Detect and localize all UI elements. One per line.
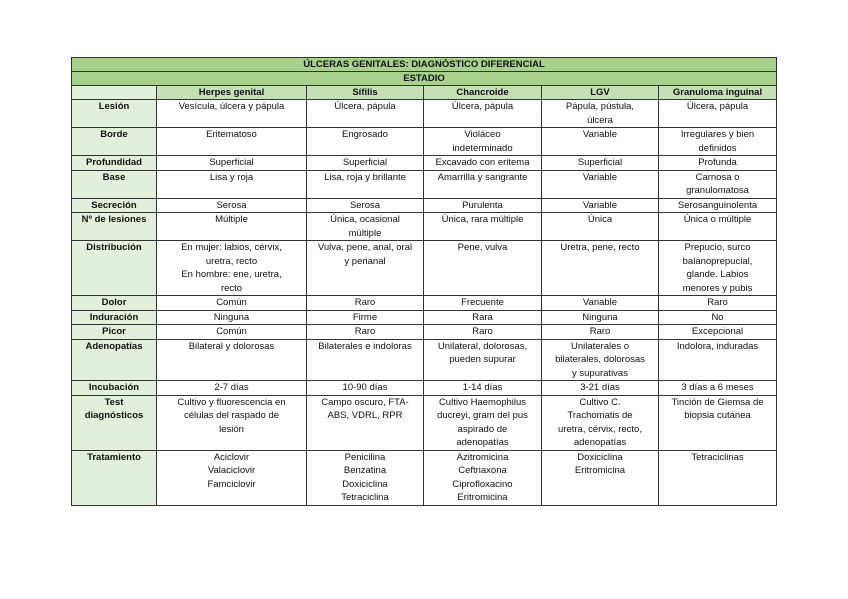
table-cell: Firme — [307, 310, 424, 325]
table-cell: Común — [157, 296, 307, 311]
row-header: Profundidad — [72, 156, 157, 171]
row-header: Lesión — [72, 100, 157, 128]
table-cell: Cultivo C. Trachomatis de uretra, cérvix, recto, adenopatías — [542, 395, 659, 450]
table-cell: Eritematoso — [157, 128, 307, 156]
table-row — [72, 310, 777, 325]
table-cell: Amarrilla y sangrante — [424, 170, 542, 198]
table-cell: Lisa y roja — [157, 170, 307, 198]
row-header: Adenopatías — [72, 339, 157, 381]
table-cell: Única, ocasional múltiple — [307, 213, 424, 241]
table-row — [72, 100, 777, 128]
table-row — [72, 156, 777, 171]
row-header: Tratamiento — [72, 450, 157, 505]
table-row — [72, 395, 777, 450]
row-header: Test diagnósticos — [72, 395, 157, 450]
column-header: LGV — [542, 86, 659, 100]
table-cell: Engrosado — [307, 128, 424, 156]
table-cell: Superficial — [307, 156, 424, 171]
table-cell: Campo oscuro, FTA- ABS, VDRL, RPR — [307, 395, 424, 450]
table-cell: Raro — [659, 296, 777, 311]
table-cell: Tinción de Giemsa de biopsia cutánea — [659, 395, 777, 450]
table-cell: 10-90 días — [307, 381, 424, 396]
table-cell: Azitromicina Ceftriaxona Ciprofloxacino Eritromicina — [424, 450, 542, 505]
table-cell: 3 días a 6 meses — [659, 381, 777, 396]
table-subtitle: ESTADIO — [72, 72, 777, 86]
table-cell: Múltiple — [157, 213, 307, 241]
table-cell: Frecuente — [424, 296, 542, 311]
table-cell: Única — [542, 213, 659, 241]
table-cell: Raro — [424, 325, 542, 340]
table-cell: Común — [157, 325, 307, 340]
table-cell: Vesícula, úlcera y pápula — [157, 100, 307, 128]
column-header: Chancroide — [424, 86, 542, 100]
table-cell: Unilateral, dolorosas, pueden supurar — [424, 339, 542, 381]
row-header: Secreción — [72, 198, 157, 213]
table-cell: Variable — [542, 296, 659, 311]
table-cell: Unilaterales o bilaterales, dolorosas y supurativas — [542, 339, 659, 381]
table-cell: Pene, vulva — [424, 241, 542, 296]
table-row — [72, 241, 777, 296]
table-cell: Lisa, roja y brillante — [307, 170, 424, 198]
table-cell: Violáceo indeterminado — [424, 128, 542, 156]
table-cell: Raro — [307, 296, 424, 311]
row-header: Induración — [72, 310, 157, 325]
table-cell: Variable — [542, 198, 659, 213]
table-cell: Bilaterales e indoloras — [307, 339, 424, 381]
diagnosis-table — [71, 57, 777, 506]
row-header: Dolor — [72, 296, 157, 311]
table-cell: Excepcional — [659, 325, 777, 340]
row-header: Incubación — [72, 381, 157, 396]
table-cell: No — [659, 310, 777, 325]
table-cell: Única, rara múltiple — [424, 213, 542, 241]
table-cell: Purulenta — [424, 198, 542, 213]
table-row — [72, 450, 777, 505]
table-title: ÚLCERAS GENITALES: DIAGNÓSTICO DIFERENCIAL — [72, 58, 777, 72]
table-cell: Serosa — [157, 198, 307, 213]
table-cell: Aciclovir Valaciclovir Famciclovir — [157, 450, 307, 505]
table-row — [72, 213, 777, 241]
table-row — [72, 339, 777, 381]
corner-cell — [72, 86, 157, 100]
column-header-row — [72, 86, 777, 100]
table-cell: Indolora, induradas — [659, 339, 777, 381]
table-cell: Variable — [542, 170, 659, 198]
table-cell: Úlcera, pápula — [307, 100, 424, 128]
table-cell: Úlcera, pápula — [424, 100, 542, 128]
table-cell: 1-14 días — [424, 381, 542, 396]
table-cell: Excavado con eritema — [424, 156, 542, 171]
table-cell: Uretra, pene, recto — [542, 241, 659, 296]
table-row — [72, 325, 777, 340]
column-header: Herpes genital — [157, 86, 307, 100]
row-header: Nº de lesiones — [72, 213, 157, 241]
table-cell: Ninguna — [157, 310, 307, 325]
column-header: Granuloma inguinal — [659, 86, 777, 100]
table-cell: Pápula, pústula, úlcera — [542, 100, 659, 128]
table-cell: Cultivo Haemophilus ducreyi, gram del pus aspirado de adenopatías — [424, 395, 542, 450]
table-cell: Profunda — [659, 156, 777, 171]
table-cell: En mujer: labios, cérvix, uretra, recto En hombre: ene, uretra, recto — [157, 241, 307, 296]
table-cell: Raro — [542, 325, 659, 340]
table-row — [72, 381, 777, 396]
table-cell: Tetraciclinas — [659, 450, 777, 505]
table-cell: Carnosa o granulomatosa — [659, 170, 777, 198]
table-row — [72, 128, 777, 156]
table-cell: Ninguna — [542, 310, 659, 325]
table-cell: Raro — [307, 325, 424, 340]
row-header: Base — [72, 170, 157, 198]
table-cell: Variable — [542, 128, 659, 156]
table-row — [72, 296, 777, 311]
row-header: Picor — [72, 325, 157, 340]
table-cell: Vulva, pene, anal, oral y perianal — [307, 241, 424, 296]
row-header: Distribución — [72, 241, 157, 296]
table-cell: Serosanguinolenta — [659, 198, 777, 213]
table-cell: Rara — [424, 310, 542, 325]
table-cell: Serosa — [307, 198, 424, 213]
column-header: Sífilis — [307, 86, 424, 100]
table-cell: Úlcera, pápula — [659, 100, 777, 128]
table-row — [72, 170, 777, 198]
subtitle-row — [72, 72, 777, 86]
table-cell: Única o múltiple — [659, 213, 777, 241]
table-body — [72, 58, 777, 506]
table-cell: Cultivo y fluorescencia en células del raspado de lesión — [157, 395, 307, 450]
table-cell: Superficial — [542, 156, 659, 171]
table-cell: Doxiciclina Eritromicina — [542, 450, 659, 505]
table-cell: Bilateral y dolorosas — [157, 339, 307, 381]
table-cell: Penicilina Benzatina Doxiciclina Tetraciclina — [307, 450, 424, 505]
table-cell: 3-21 días — [542, 381, 659, 396]
table-cell: Prepucio, surco balanoprepucial, glande. Labios menores y pubis — [659, 241, 777, 296]
table-cell: 2-7 días — [157, 381, 307, 396]
row-header: Borde — [72, 128, 157, 156]
table-row — [72, 198, 777, 213]
table-cell: Irregulares y bien definidos — [659, 128, 777, 156]
table-cell: Superficial — [157, 156, 307, 171]
title-row — [72, 58, 777, 72]
